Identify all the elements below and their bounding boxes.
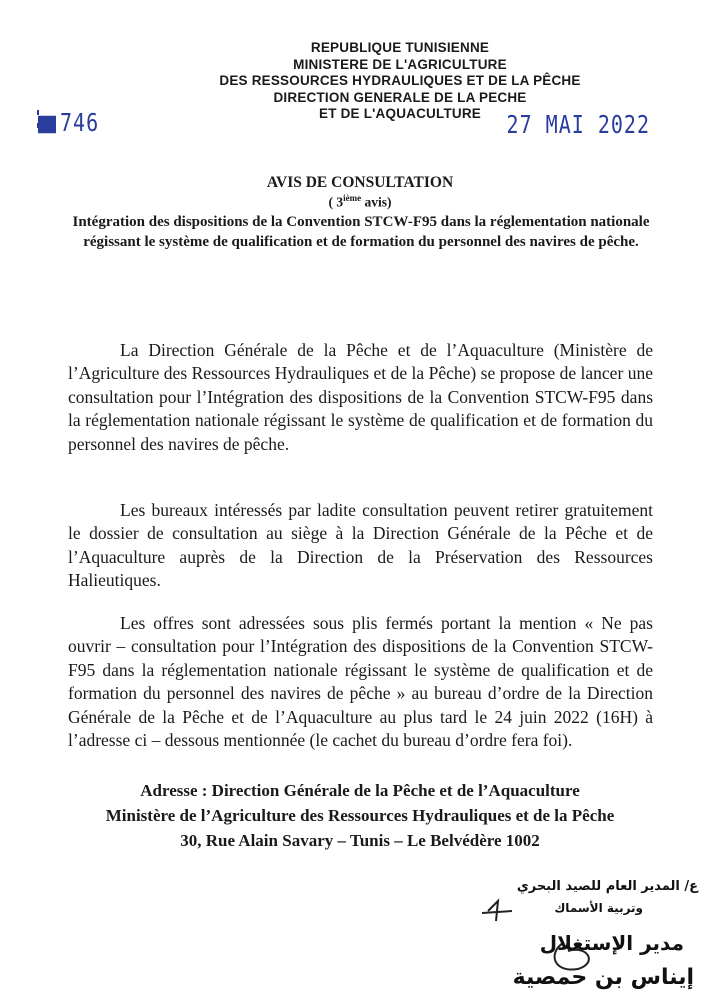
address-line-2: Ministère de l’Agriculture des Ressources Hydrauliques et de la Pêche (105, 806, 615, 825)
address-line-3: 30, Rue Alain Savary – Tunis – Le Belvédère 1002 (180, 831, 540, 850)
address-line-1: Adresse : Direction Générale de la Pêche et de l’Aquaculture (140, 781, 580, 800)
signature-block (468, 873, 698, 998)
signature-role: مدير الإستغلال (539, 931, 684, 955)
header-line-ministry: MINISTERE DE L'AGRICULTURE (293, 56, 507, 72)
body-paragraph-2: Les bureaux intéressés par ladite consultation peuvent retirer gratuitement le dossier de consultation au siège à la Direction Générale de la Pêche et de l’Aquaculture auprès de la Direction de la Préservation des Ressources Halieutiques. (68, 499, 653, 590)
header-line-republic: REPUBLIQUE TUNISIENNE (310, 40, 490, 55)
body-paragraph-3: Les offres sont adressées sous plis fermés portant la mention « Ne pas ouvrir – consultation pour l’Intégration des dispositions de la Convention STCW-F95 dans la réglementation nationale régissant le système de qualification et de formation du personnel des navires de pêche » au bureau d’ordre de la Direction Générale de la Pêche et de l’Aquaculture au plus tard le 24 juin 2022 (16H) à l’adresse ci – dessous mentionnée (le cachet du bureau d’ordre fera foi). (68, 612, 653, 750)
signature-subtitle: وتربية الأسماك (554, 901, 643, 915)
date-stamp: 27 MAI 2022 (506, 109, 650, 139)
address-block (40, 778, 680, 853)
notice-title: AVIS DE CONSULTATION (266, 174, 454, 191)
signature-name: إيناس بن حمصية (512, 965, 694, 990)
notice-subject: Intégration des dispositions de la Convention STCW-F95 dans la réglementation nationale régissant le système de qualification et de formation du personnel des navires de pêche. (72, 214, 650, 250)
header-line-direction: DIRECTION GENERALE DE LA PECHE (273, 89, 527, 105)
signature-title: ع/ المدير العام للصيد البحري (516, 879, 698, 894)
reference-stamp (38, 107, 99, 137)
header-line-aquaculture: ET DE L'AQUACULTURE (318, 106, 481, 121)
body-paragraph-1: La Direction Générale de la Pêche et de l’Aquaculture (Ministère de l’Agriculture des Ressources Hydrauliques et de la Pêche) se propose de lancer une consultation pour l’Intégration des dispositions de la Convention STCW-F95 dans la réglementation nationale régissant le système de qualification et de formation du personnel des navires de pêche. (68, 339, 653, 454)
stamp-mark-icon (38, 115, 56, 133)
reference-number: 746 (60, 107, 100, 137)
notice-rank: ( 3ième avis) (328, 193, 392, 210)
header-line-resources: DES RESSOURCES HYDRAULIQUES ET DE LA PÊCHE (219, 73, 581, 88)
